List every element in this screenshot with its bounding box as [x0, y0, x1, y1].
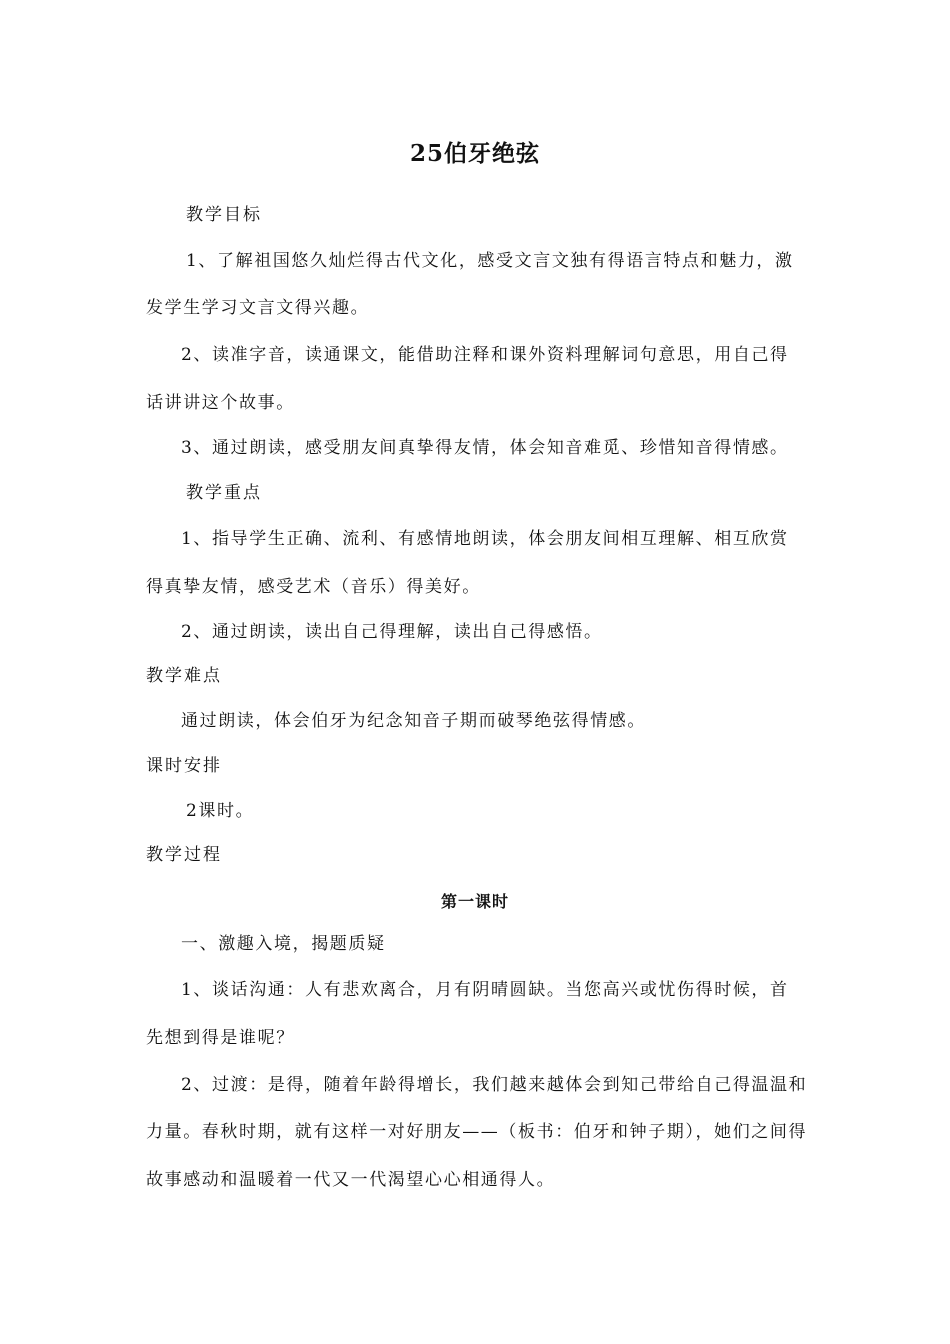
- objectives-heading: 教学目标: [186, 205, 262, 225]
- schedule-text: 2课时。: [186, 801, 255, 821]
- key-point-1-line-2: 得真挚友情，感受艺术（音乐）得美好。: [146, 577, 481, 597]
- difficulty-heading: 教学难点: [146, 666, 222, 686]
- objective-2-line-2: 话讲讲这个故事。: [146, 393, 295, 413]
- key-points-heading: 教学重点: [186, 483, 262, 503]
- difficulty-text: 通过朗读，体会伯牙为纪念知音子期而破琴绝弦得情感。: [181, 711, 646, 731]
- section-1-heading: 一、激趣入境，揭题质疑: [181, 934, 386, 954]
- schedule-heading: 课时安排: [146, 756, 222, 776]
- step-2-line-3: 故事感动和温暖着一代又一代渴望心心相通得人。: [146, 1170, 556, 1190]
- step-2-line-2: 力量。春秋时期，就有这样一对好朋友——（板书：伯牙和钟子期），她们之间得: [146, 1122, 808, 1142]
- objective-2-line-1: 2、读准字音，读通课文，能借助注释和课外资料理解词句意思，用自己得: [181, 345, 789, 365]
- objective-3-line-1: 3、通过朗读，感受朋友间真挚得友情，体会知音难觅、珍惜知音得情感。: [181, 438, 789, 458]
- process-heading: 教学过程: [146, 845, 222, 865]
- step-1-line-2: 先想到得是谁呢？: [146, 1028, 295, 1048]
- lesson-title: 第一课时: [440, 892, 509, 911]
- document-title: 25伯牙绝弦: [409, 140, 540, 167]
- key-point-1-line-1: 1、指导学生正确、流利、有感情地朗读，体会朋友间相互理解、相互欣赏: [181, 529, 789, 549]
- objective-1-line-2: 发学生学习文言文得兴趣。: [146, 298, 370, 318]
- key-point-2-line-1: 2、通过朗读，读出自己得理解，读出自己得感悟。: [181, 622, 603, 642]
- step-2-line-1: 2、过渡：是得，随着年龄得增长，我们越来越体会到知己带给自己得温温和: [181, 1075, 808, 1095]
- objective-1-line-1: 1、了解祖国悠久灿烂得古代文化，感受文言文独有得语言特点和魅力，激: [186, 251, 794, 271]
- step-1-line-1: 1、谈话沟通：人有悲欢离合，月有阴晴圆缺。当您高兴或忧伤得时候，首: [181, 980, 789, 1000]
